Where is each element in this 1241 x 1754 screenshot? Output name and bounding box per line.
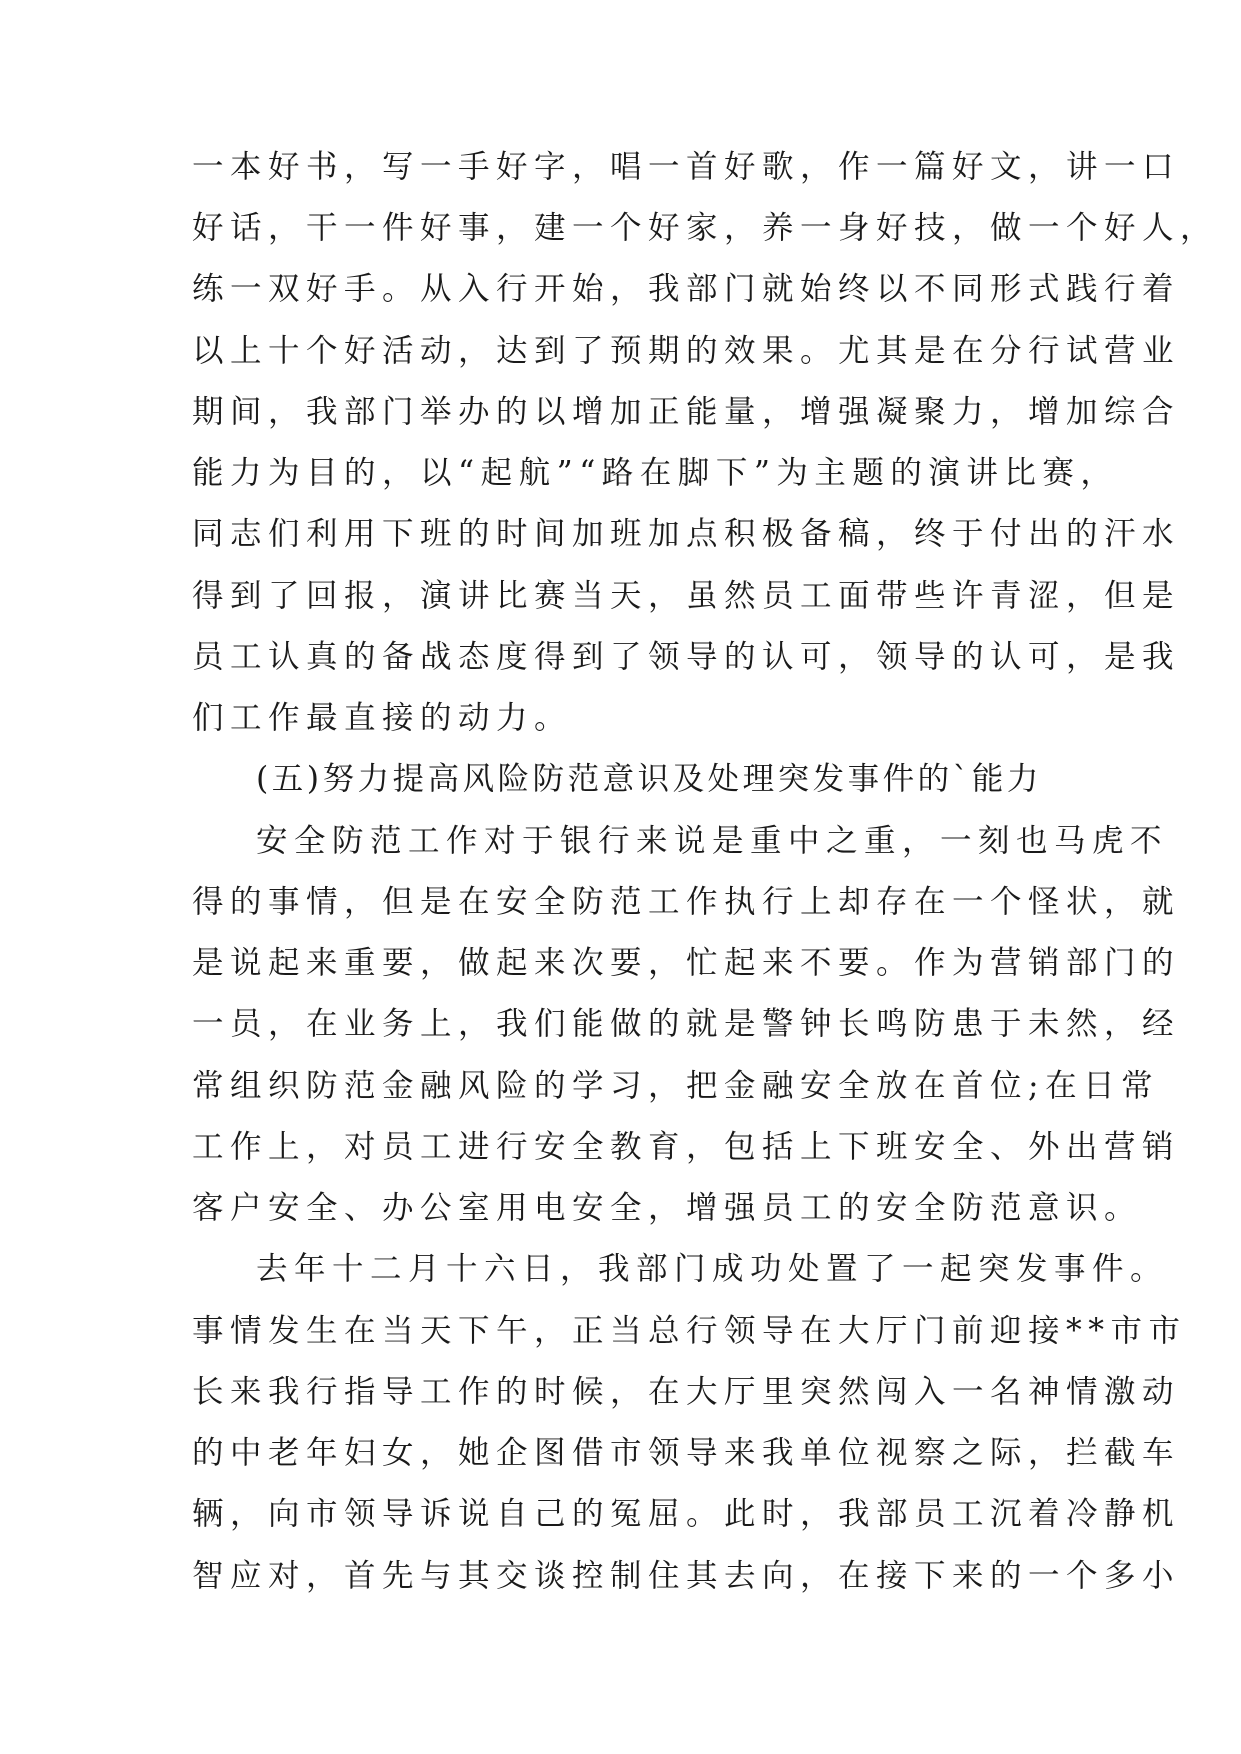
text-line: 员工认真的备战态度得到了领导的认可，领导的认可，是我 xyxy=(192,639,1181,675)
text-line: 客户安全、办公室用电安全，增强员工的安全防范意识。 xyxy=(192,1190,1143,1226)
text-line: 智应对，首先与其交谈控制住其去向，在接下来的一个多小 xyxy=(192,1558,1181,1594)
text-line: 辆，向市领导诉说自己的冤屈。此时，我部员工沉着冷静机 xyxy=(192,1496,1181,1532)
text-line: 同志们利用下班的时间加班加点积极备稿，终于付出的汗水 xyxy=(192,516,1181,552)
paragraph-first-line: 安全防范工作对于银行来说是重中之重，一刻也马虎不 xyxy=(256,823,1169,859)
text-line: 好话，干一件好事，建一个好家，养一身好技，做一个好人， xyxy=(192,210,1219,246)
text-line: 们工作最直接的动力。 xyxy=(192,700,573,736)
text-line: 长来我行指导工作的时候，在大厅里突然闯入一名神情激动 xyxy=(192,1374,1181,1410)
text-line: 能力为目的，以“起航”“路在脚下”为主题的演讲比赛， xyxy=(192,455,1119,491)
text-line: 一本好书，写一手好字，唱一首好歌，作一篇好文，讲一口 xyxy=(192,149,1181,185)
section-heading: (五)努力提高风险防范意识及处理突发事件的`能力 xyxy=(256,761,1042,797)
text-line: 事情发生在当天下午，正当总行领导在大厅门前迎接**市市 xyxy=(192,1313,1187,1349)
text-line: 得的事情，但是在安全防范工作执行上却存在一个怪状，就 xyxy=(192,884,1181,920)
text-line: 练一双好手。从入行开始，我部门就始终以不同形式践行着 xyxy=(192,271,1181,307)
paragraph-first-line: 去年十二月十六日，我部门成功处置了一起突发事件。 xyxy=(256,1251,1169,1287)
text-line: 的中老年妇女，她企图借市领导来我单位视察之际，拦截车 xyxy=(192,1435,1181,1471)
text-line: 常组织防范金融风险的学习，把金融安全放在首位;在日常 xyxy=(192,1068,1160,1104)
text-line: 以上十个好活动，达到了预期的效果。尤其是在分行试营业 xyxy=(192,333,1181,369)
text-line: 一员，在业务上，我们能做的就是警钟长鸣防患于未然，经 xyxy=(192,1006,1181,1042)
text-line: 得到了回报，演讲比赛当天，虽然员工面带些许青涩，但是 xyxy=(192,578,1181,614)
text-line: 是说起来重要，做起来次要，忙起来不要。作为营销部门的 xyxy=(192,945,1181,981)
text-line: 工作上，对员工进行安全教育，包括上下班安全、外出营销 xyxy=(192,1129,1181,1165)
text-line: 期间，我部门举办的以增加正能量，增强凝聚力，增加综合 xyxy=(192,394,1181,430)
